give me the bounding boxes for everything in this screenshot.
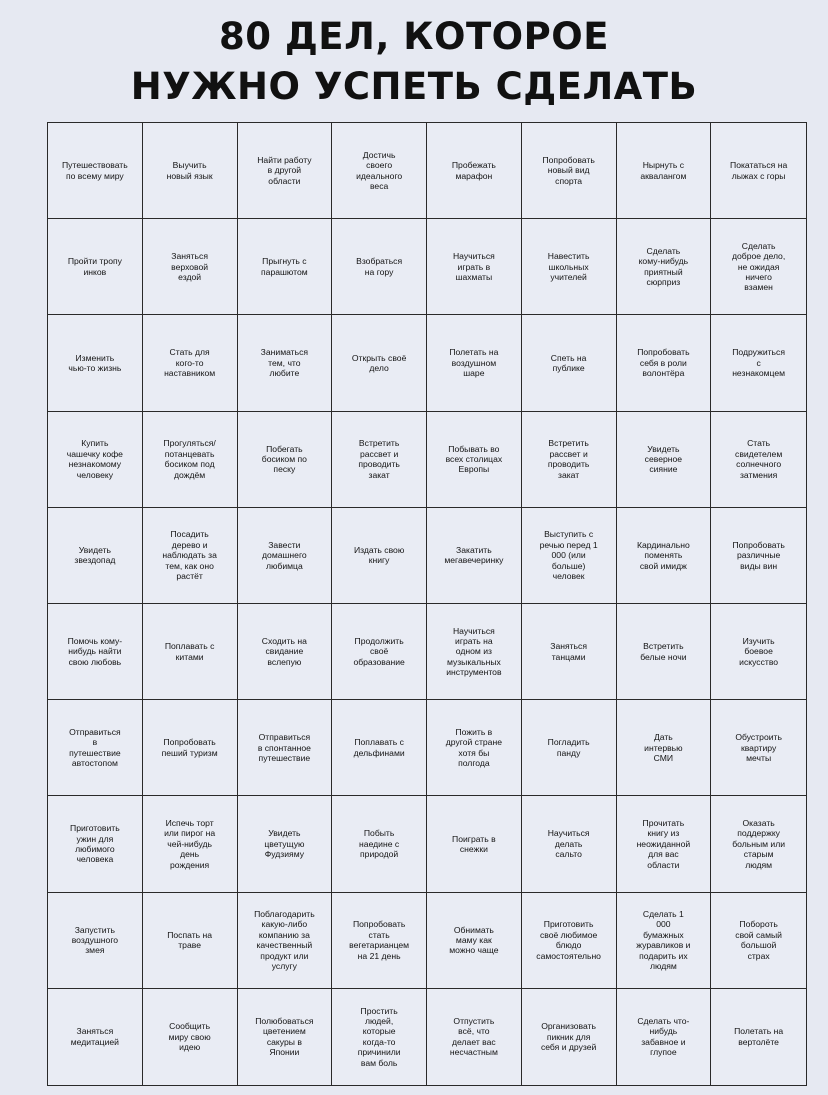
grid-cell: Погладить панду: [522, 700, 617, 796]
grid-cell: Побегать босиком по песку: [238, 412, 333, 508]
grid-cell: Попробовать новый вид спорта: [522, 123, 617, 219]
grid-cell: Спеть на публике: [522, 315, 617, 411]
grid-cell: Научиться играть в шахматы: [427, 219, 522, 315]
grid-cell: Дать интервью СМИ: [617, 700, 712, 796]
grid-cell: Продолжить своё образование: [332, 604, 427, 700]
grid-cell: Заняться медитацией: [48, 989, 143, 1085]
grid-cell: Научиться играть на одном из музыкальных инструментов: [427, 604, 522, 700]
grid-cell: Издать свою книгу: [332, 508, 427, 604]
grid-cell: Поблагодарить какую-либо компанию за качественный продукт или услугу: [238, 893, 333, 989]
grid-cell: Научиться делать сальто: [522, 796, 617, 892]
grid-cell: Пробежать марафон: [427, 123, 522, 219]
grid-cell: Выступить с речью перед 1 000 (или больше) человек: [522, 508, 617, 604]
grid-cell: Побороть свой самый большой страх: [711, 893, 806, 989]
grid-cell: Поплавать с дельфинами: [332, 700, 427, 796]
grid-cell: Навестить школьных учителей: [522, 219, 617, 315]
grid-cell: Организовать пикник для себя и друзей: [522, 989, 617, 1085]
grid-cell: Поиграть в снежки: [427, 796, 522, 892]
grid-cell: Сделать кому-нибудь приятный сюрприз: [617, 219, 712, 315]
grid-cell: Отправиться в спонтанное путешествие: [238, 700, 333, 796]
grid-cell: Изменить чью-то жизнь: [48, 315, 143, 411]
grid-cell: Пожить в другой стране хотя бы полгода: [427, 700, 522, 796]
grid-cell: Посадить дерево и наблюдать за тем, как оно растёт: [143, 508, 238, 604]
grid-cell: Закатить мегавечеринку: [427, 508, 522, 604]
grid-cell: Достичь своего идеального веса: [332, 123, 427, 219]
grid-cell: Увидеть северное сияние: [617, 412, 712, 508]
grid-cell: Прочитать книгу из неожиданной для вас области: [617, 796, 712, 892]
grid-cell: Приготовить своё любимое блюдо самостоятельно: [522, 893, 617, 989]
grid-cell: Нырнуть с аквалангом: [617, 123, 712, 219]
grid-cell: Завести домашнего любимца: [238, 508, 333, 604]
grid-cell: Заняться танцами: [522, 604, 617, 700]
grid-cell: Заниматься тем, что любите: [238, 315, 333, 411]
grid-cell: Взобраться на гору: [332, 219, 427, 315]
grid-cell: Покататься на лыжах с горы: [711, 123, 806, 219]
page-title: [0, 12, 828, 112]
grid-cell: Купить чашечку кофе незнакомому человеку: [48, 412, 143, 508]
grid-cell: Изучить боевое искусство: [711, 604, 806, 700]
grid-cell: Встретить рассвет и проводить закат: [522, 412, 617, 508]
grid-cell: Сделать доброе дело, не ожидая ничего взамен: [711, 219, 806, 315]
grid-cell: Побывать во всех столицах Европы: [427, 412, 522, 508]
grid-cell: Поплавать с китами: [143, 604, 238, 700]
grid-cell: Полюбоваться цветением сакуры в Японии: [238, 989, 333, 1085]
grid-cell: Оказать поддержку больным или старым людям: [711, 796, 806, 892]
grid-cell: Попробовать себя в роли волонтёра: [617, 315, 712, 411]
grid-cell: Обустроить квартиру мечты: [711, 700, 806, 796]
grid-cell: Встретить рассвет и проводить закат: [332, 412, 427, 508]
grid-cell: Сделать что- нибудь забавное и глупое: [617, 989, 712, 1085]
grid-cell: Побыть наедине с природой: [332, 796, 427, 892]
grid-cell: Запустить воздушного змея: [48, 893, 143, 989]
grid-cell: Путешествовать по всему миру: [48, 123, 143, 219]
grid-cell: Увидеть звездопад: [48, 508, 143, 604]
grid-cell: Стать для кого-то наставником: [143, 315, 238, 411]
grid-cell: Подружиться с незнакомцем: [711, 315, 806, 411]
grid-cell: Испечь торт или пирог на чей-нибудь день рождения: [143, 796, 238, 892]
title-line-1: 80 ДЕЛ, КОТОРОЕ: [218, 15, 609, 58]
grid-cell: Увидеть цветущую Фудзияму: [238, 796, 333, 892]
grid-cell: Отпустить всё, что делает вас несчастным: [427, 989, 522, 1085]
grid-cell: Обнимать маму как можно чаще: [427, 893, 522, 989]
grid-cell: Выучить новый язык: [143, 123, 238, 219]
grid-cell: Приготовить ужин для любимого человека: [48, 796, 143, 892]
grid-cell: Открыть своё дело: [332, 315, 427, 411]
grid-cell: Попробовать стать вегетарианцем на 21 день: [332, 893, 427, 989]
grid-cell: Попробовать пеший туризм: [143, 700, 238, 796]
grid-cell: Сходить на свидание вслепую: [238, 604, 333, 700]
grid-cell: Простить людей, которые когда-то причинили вам боль: [332, 989, 427, 1085]
grid-cell: Поспать на траве: [143, 893, 238, 989]
grid-cell: Отправиться в путешествие автостопом: [48, 700, 143, 796]
bucket-list-grid: [47, 122, 807, 1086]
grid-cell: Прыгнуть с парашютом: [238, 219, 333, 315]
grid-cell: Помочь кому- нибудь найти свою любовь: [48, 604, 143, 700]
grid-cell: Встретить белые ночи: [617, 604, 712, 700]
grid-cell: Пройти тропу инков: [48, 219, 143, 315]
grid-cell: Найти работу в другой области: [238, 123, 333, 219]
grid-cell: Прогуляться/ потанцевать босиком под дождём: [143, 412, 238, 508]
title-line-2: НУЖНО УСПЕТЬ СДЕЛАТЬ: [130, 65, 698, 108]
grid-cell: Сделать 1 000 бумажных журавликов и подарить их людям: [617, 893, 712, 989]
grid-cell: Стать свидетелем солнечного затмения: [711, 412, 806, 508]
grid-cell: Сообщить миру свою идею: [143, 989, 238, 1085]
grid-cell: Заняться верховой ездой: [143, 219, 238, 315]
grid-cell: Полетать на воздушном шаре: [427, 315, 522, 411]
grid-cell: Кардинально поменять свой имидж: [617, 508, 712, 604]
grid-cell: Попробовать различные виды вин: [711, 508, 806, 604]
grid-cell: Полетать на вертолёте: [734, 1026, 784, 1047]
